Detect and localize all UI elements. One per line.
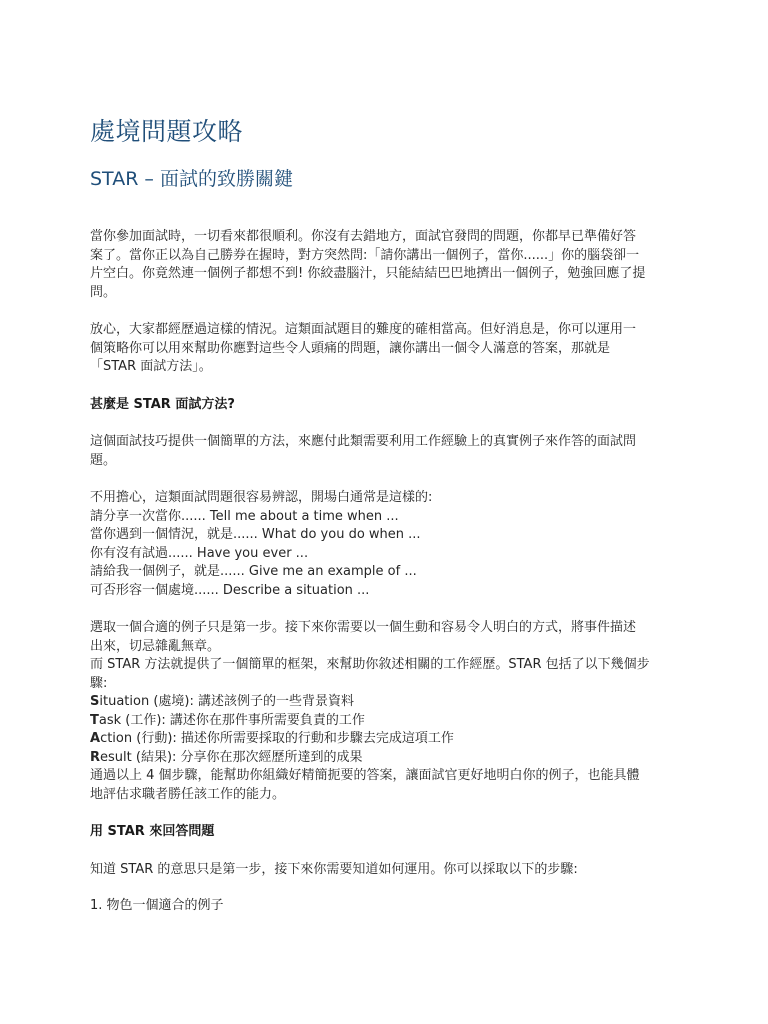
use-star-paragraph bbox=[90, 861, 676, 880]
text-line: 而 STAR 方法就提供了一個簡單的框架，來幫助你敘述相關的工作經歷。STAR 包括了以下幾個步 bbox=[90, 657, 650, 672]
reassure-paragraph bbox=[90, 321, 676, 377]
star-letter: S bbox=[90, 694, 100, 709]
intro-paragraph bbox=[90, 228, 676, 302]
section-heading-use-star: 用 STAR 來回答問題 bbox=[90, 824, 215, 839]
star-letter: A bbox=[90, 731, 101, 746]
text-line: 知道 STAR 的意思只是第一步，接下來你需要知道如何運用。你可以採取以下的步驟: bbox=[90, 861, 578, 877]
star-item-text: ituation (處境): 講述該例子的一些背景資料 bbox=[99, 694, 354, 709]
list-item: 可否形容一個處境...... Describe a situation ... bbox=[90, 582, 370, 598]
text-line: 「STAR 面試方法」。 bbox=[90, 359, 212, 374]
step-1 bbox=[90, 897, 676, 916]
text-line: 驟: bbox=[90, 675, 108, 691]
list-item: 請分享一次當你...... Tell me about a time when ... bbox=[90, 508, 399, 524]
star-item-task bbox=[90, 712, 676, 731]
star-framework-paragraph bbox=[90, 619, 676, 804]
text-line: 通過以上 4 個步驟，能幫助你組織好精簡扼要的答案，讓面試官更好地明白你的例子，也能具體 bbox=[90, 768, 640, 783]
star-item-text: esult (結果): 分享你在那次經歷所達到的成果 bbox=[100, 749, 363, 765]
list-item: 請給我一個例子，就是...... Give me an example of ... bbox=[90, 564, 417, 579]
list-item: 你有沒有試過...... Have you ever ... bbox=[90, 545, 309, 561]
star-item-action bbox=[90, 730, 676, 749]
text-line: 當你參加面試時，一切看來都很順利。你沒有去錯地方，面試官發問的問題，你都早已準備好答 bbox=[90, 229, 637, 244]
numbered-step: 1. 物色一個適合的例子 bbox=[90, 898, 224, 913]
star-letter: T bbox=[90, 712, 99, 728]
list-item: 當你遇到一個情況，就是...... What do you do when ... bbox=[90, 527, 421, 542]
text-line: 地評估求職者勝任該工作的能力。 bbox=[90, 786, 286, 802]
text-line: 題。 bbox=[90, 452, 117, 468]
text-line: 個策略你可以用來幫助你應對這些令人頭痛的問題，讓你講出一個令人滿意的答案，那就是 bbox=[90, 340, 611, 356]
text-line: 問。 bbox=[90, 284, 117, 300]
text-line: 片空白。你竟然連一個例子都想不到! 你絞盡腦汁，只能結結巴巴地擠出一個例子，勉強回應了提 bbox=[90, 266, 646, 281]
page-subtitle: STAR – 面試的致勝關鍵 bbox=[90, 168, 293, 190]
star-item-text: ction (行動): 描述你所需要採取的行動和步驟去完成這項工作 bbox=[100, 731, 454, 746]
text-line: 放心，大家都經歷過這樣的情況。這類面試題目的難度的確相當高。但好消息是，你可以運用一 bbox=[90, 322, 637, 337]
text-line: 不用擔心，這類面試問題很容易辨認，開場白通常是這樣的: bbox=[90, 490, 433, 505]
text-line: 選取一個合適的例子只是第一步。接下來你需要以一個生動和容易令人明白的方式，將事件描述 bbox=[90, 620, 637, 635]
what-is-star-paragraph bbox=[90, 433, 676, 470]
star-item-result bbox=[90, 749, 676, 768]
star-item-situation bbox=[90, 693, 676, 712]
star-letter: R bbox=[90, 749, 101, 765]
star-item-text: ask (工作): 講述你在那件事所需要負責的工作 bbox=[98, 712, 365, 728]
text-line: 出來，切忌雜亂無章。 bbox=[90, 638, 221, 654]
text-line: 案了。當你正以為自己勝券在握時，對方突然問:「請你講出一個例子，當你......」你的腦袋卻一 bbox=[90, 247, 640, 263]
text-line: 這個面試技巧提供一個簡單的方法，來應付此類需要利用工作經驗上的真實例子來作答的面試問 bbox=[90, 434, 637, 449]
section-heading-what-is-star: 甚麼是 STAR 面試方法? bbox=[90, 396, 235, 412]
question-openers-list bbox=[90, 489, 676, 600]
page-title: 處境問題攻略 bbox=[90, 117, 244, 146]
